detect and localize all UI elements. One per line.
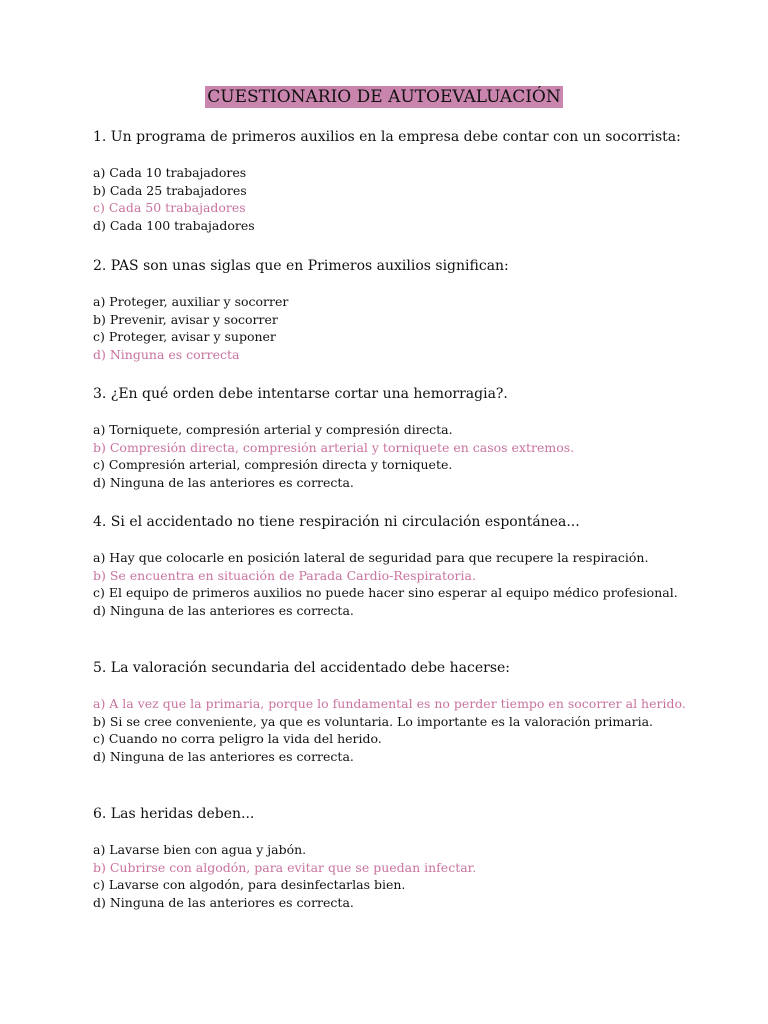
- option-a-correct: a) A la vez que la primaria, porque lo fundamental es no perder tiempo en socorrer al herido.: [93, 696, 686, 711]
- option-c: c) Compresión arterial, compresión directa y torniquete.: [93, 457, 453, 473]
- option-a: a) Hay que colocarle en posición lateral de seguridad para que recupere la respiración.: [93, 550, 649, 565]
- option-d: d) Ninguna de las anteriores es correcta.: [93, 602, 354, 618]
- option-list: [93, 421, 713, 491]
- question-3: [93, 384, 713, 491]
- question-text: 1. Un programa de primeros auxilios en la empresa debe contar con un socorrista:: [93, 129, 681, 145]
- option-d: d) Cada 100 trabajadores: [93, 217, 255, 233]
- question-2: [93, 256, 713, 363]
- option-b: b) Prevenir, avisar y socorrer: [93, 311, 278, 327]
- option-c: c) El equipo de primeros auxilios no puede hacer sino esperar al equipo médico profesional.: [93, 585, 678, 601]
- option-a: a) Proteger, auxiliar y socorrer: [93, 294, 289, 309]
- option-c: c) Lavarse con algodón, para desinfectarlas bien.: [93, 877, 406, 893]
- option-c-correct: c) Cada 50 trabajadores: [93, 200, 246, 216]
- question-4: [93, 512, 713, 619]
- option-b-correct: b) Se encuentra en situación de Parada Cardio-Respiratoria.: [93, 567, 476, 583]
- option-d: d) Ninguna de las anteriores es correcta.: [93, 894, 354, 910]
- option-b: b) Cada 25 trabajadores: [93, 182, 247, 198]
- option-b-correct: b) Cubrirse con algodón, para evitar que se puedan infectar.: [93, 859, 477, 875]
- question-6: [93, 804, 713, 911]
- option-c: c) Cuando no corra peligro la vida del herido.: [93, 731, 382, 747]
- title-container: [0, 86, 768, 108]
- question-text: 5. La valoración secundaria del accidentado debe hacerse:: [93, 660, 511, 676]
- option-a: a) Lavarse bien con agua y jabón.: [93, 842, 307, 857]
- option-a: a) Torniquete, compresión arterial y compresión directa.: [93, 422, 453, 437]
- question-1: [93, 127, 713, 234]
- question-text: 4. Si el accidentado no tiene respiración ni circulación espontánea...: [93, 514, 580, 530]
- question-5: [93, 658, 713, 765]
- option-a: a) Cada 10 trabajadores: [93, 165, 247, 180]
- option-b-correct: b) Compresión directa, compresión arterial y torniquete en casos extremos.: [93, 439, 575, 455]
- option-d-correct: d) Ninguna es correcta: [93, 346, 240, 362]
- page-title: CUESTIONARIO DE AUTOEVALUACIÓN: [207, 87, 561, 107]
- option-list: [93, 695, 713, 765]
- option-list: [93, 549, 713, 619]
- option-d: d) Ninguna de las anteriores es correcta.: [93, 474, 354, 490]
- question-text: 2. PAS son unas siglas que en Primeros auxilios significan:: [93, 258, 509, 274]
- option-c: c) Proteger, avisar y suponer: [93, 329, 276, 345]
- option-list: [93, 841, 713, 911]
- option-list: [93, 164, 713, 234]
- option-d: d) Ninguna de las anteriores es correcta.: [93, 748, 354, 764]
- question-text: 3. ¿En qué orden debe intentarse cortar una hemorragia?.: [93, 386, 508, 402]
- option-list: [93, 293, 713, 363]
- option-b: b) Si se cree conveniente, ya que es voluntaria. Lo importante es la valoración primaria.: [93, 713, 654, 729]
- question-text: 6. Las heridas deben...: [93, 806, 255, 822]
